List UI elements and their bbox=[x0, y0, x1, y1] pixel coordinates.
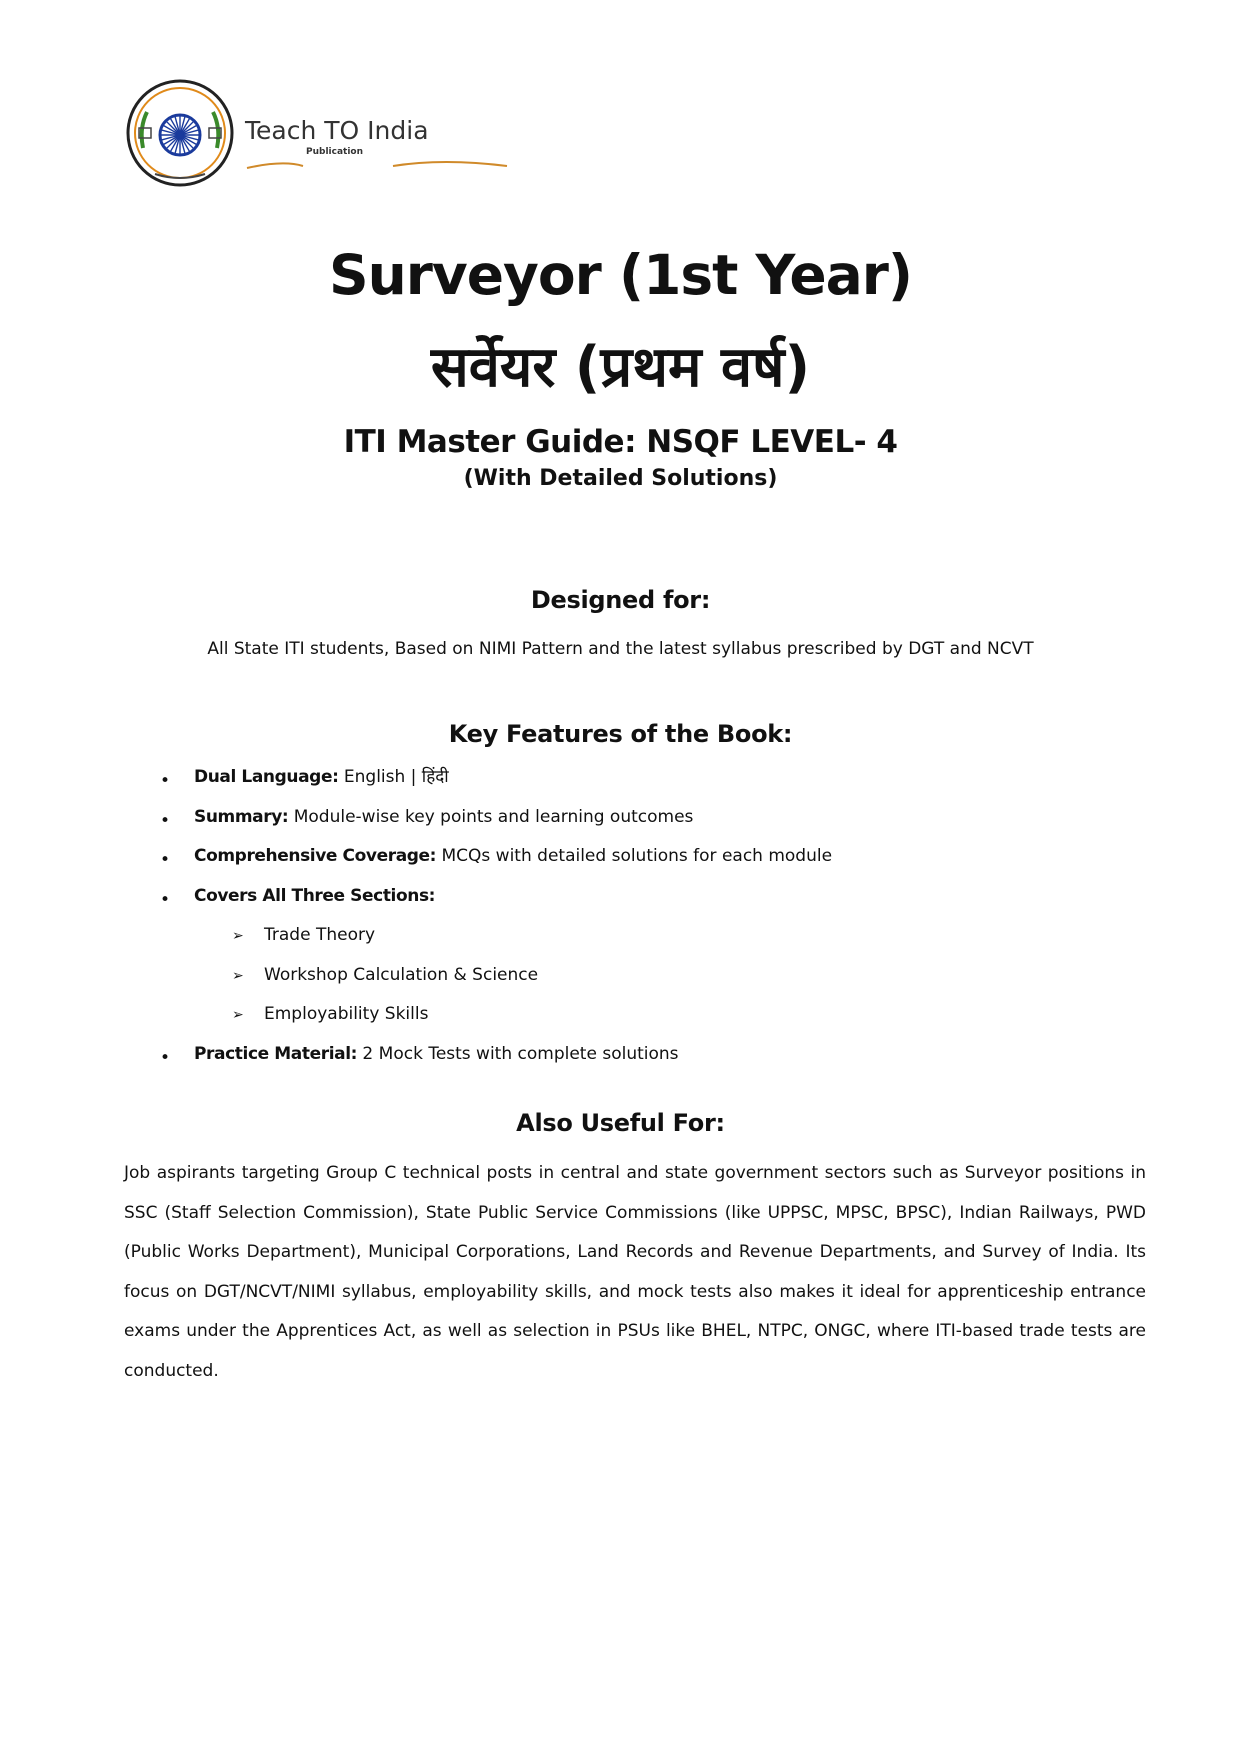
feature-text: English | हिंदी bbox=[338, 767, 449, 787]
feature-label: Practice Material: bbox=[194, 1043, 358, 1064]
feature-label: Summary: bbox=[194, 806, 289, 827]
bullet-icon: • bbox=[160, 889, 171, 910]
section-name: Workshop Calculation & Science bbox=[264, 964, 539, 985]
key-features-heading: Key Features of the Book: bbox=[448, 720, 793, 748]
page-title-hindi: सर्वेयर (प्रथम वर्ष) bbox=[430, 335, 811, 400]
section-name: Employability Skills bbox=[264, 1004, 429, 1024]
also-useful-paragraph: Job aspirants targeting Group C technical posts in central and state government sectors such as Surveyor positions in SSC (Staff Selection Commission), State Public Service Commissions (like UPPSC, MPSC, BPSC), Indian Railways, PWD (Public Works Department), Municipal Corporations, Land Records and Revenue Departments, and Survey of India. Its focus on DGT/NCVT/NIMI syllabus, employability skills, and mock tests also makes it ideal for apprenticeship entrance exams under the Apprentices Act, as well as selection in PSUs like BHEL, NTPC, ONGC, where ITI-based trade tests are conducted. bbox=[124, 1163, 1146, 1381]
also-useful-heading: Also Useful For: bbox=[516, 1109, 725, 1137]
ashoka-chakra-emblem-icon bbox=[125, 78, 235, 188]
subtitle-note: (With Detailed Solutions) bbox=[463, 466, 778, 491]
designed-for-heading: Designed for: bbox=[530, 586, 711, 614]
page-title-english: Surveyor (1st Year) bbox=[329, 243, 912, 307]
bullet-icon: • bbox=[160, 850, 171, 870]
bullet-icon: • bbox=[160, 1047, 171, 1068]
logo-text: Teach TO India bbox=[245, 116, 429, 145]
bullet-icon: • bbox=[160, 810, 171, 831]
feature-label: Covers All Three Sections: bbox=[194, 885, 436, 906]
subtitle: ITI Master Guide: NSQF LEVEL- 4 bbox=[343, 424, 898, 460]
feature-text: Module-wise key points and learning outcomes bbox=[288, 806, 694, 827]
section-name: Trade Theory bbox=[264, 925, 376, 945]
arrow-bullet-icon: ➢ bbox=[232, 1007, 244, 1023]
logo-subtext: Publication bbox=[306, 147, 364, 157]
arrow-bullet-icon: ➢ bbox=[232, 928, 244, 944]
arrow-bullet-icon: ➢ bbox=[232, 967, 244, 984]
designed-for-text: All State ITI students, Based on NIMI Pattern and the latest syllabus prescribed by DGT and NCVT bbox=[207, 639, 1034, 659]
feature-label: Comprehensive Coverage: bbox=[194, 846, 437, 866]
feature-text: 2 Mock Tests with complete solutions bbox=[357, 1043, 679, 1064]
bullet-icon: • bbox=[160, 771, 171, 791]
publisher-logo bbox=[125, 78, 435, 188]
feature-label: Dual Language: bbox=[194, 767, 339, 787]
swash-underline bbox=[243, 148, 553, 172]
feature-text: MCQs with detailed solutions for each module bbox=[436, 846, 833, 866]
